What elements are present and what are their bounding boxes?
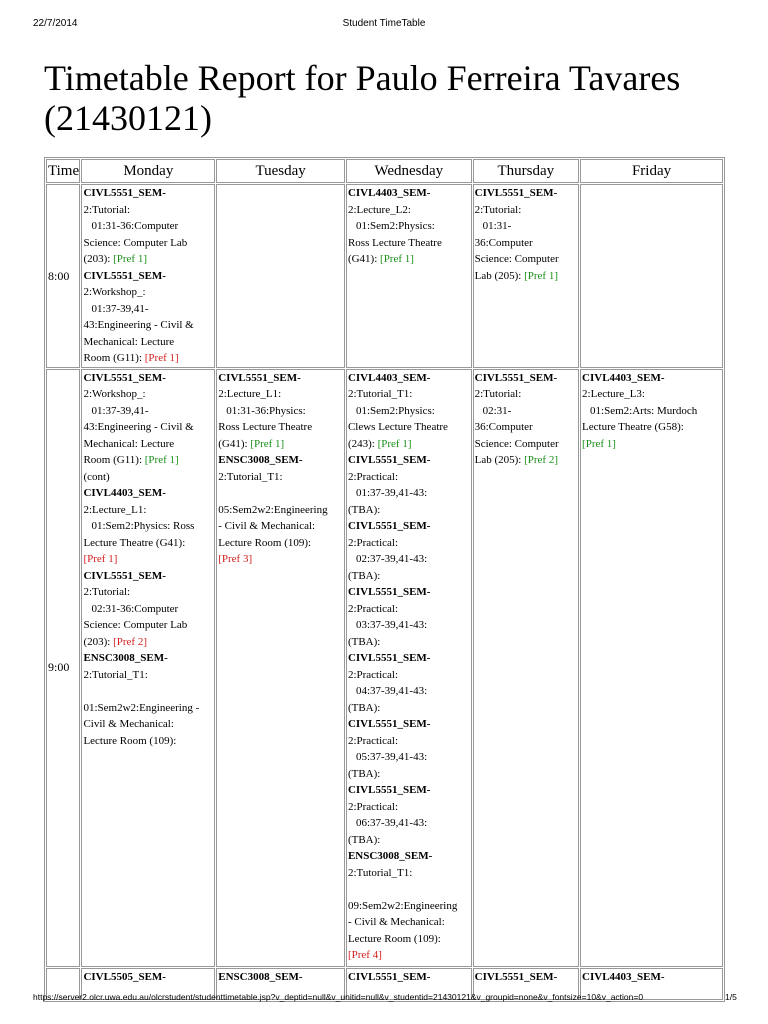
entry-line-text: 2:Workshop_: (83, 286, 146, 298)
entry-line (218, 535, 343, 568)
class-entry (348, 452, 470, 518)
entry-line-text: 2:Lecture_L3: (582, 388, 645, 400)
header-monday: Monday (81, 159, 215, 183)
entry-line (83, 284, 213, 301)
entry-line (83, 535, 213, 568)
entry-line (348, 832, 470, 849)
class-entry (582, 370, 721, 453)
day-cell (81, 184, 215, 368)
entry-line-text: (TBA): (347, 569, 381, 582)
entry-line (348, 403, 470, 420)
entry-line-text: Lecture Theatre (G58): (582, 421, 684, 433)
timetable (44, 157, 725, 1002)
class-entry (83, 185, 213, 268)
unit-code: CIVL5551_SEM- (83, 569, 166, 582)
entry-line-text: 2:Lecture_L1: (83, 503, 147, 516)
class-entry (83, 568, 213, 651)
report-title: Timetable Report for Paulo Ferreira Tavares (21430121) (44, 58, 681, 138)
entry-line-text: 2:Practical: (347, 734, 399, 747)
class-entry (475, 185, 577, 284)
unit-code: CIVL5551_SEM- (83, 269, 166, 282)
entry-line (348, 617, 470, 634)
entry-line (83, 403, 213, 420)
entry-line-text: 09:Sem2w2:Engineering (347, 899, 458, 912)
entry-line-text: Room (G11): (83, 352, 145, 364)
entry-line-text: (G41): (347, 253, 381, 265)
preference-badge: [Pref 1] (113, 253, 147, 265)
entry-line-text: - Civil & Mechanical: (347, 916, 445, 928)
entry-line-text: (203): (83, 635, 114, 648)
class-entry (348, 716, 470, 782)
day-cell (216, 369, 345, 967)
entry-line-text: Lab (205): (474, 454, 525, 466)
entry-line (83, 218, 213, 235)
entry-line-text: 2:Tutorial_T1: (347, 866, 413, 879)
unit-code: CIVL4403_SEM- (582, 970, 665, 983)
entry-line-text: 36:Computer (474, 421, 533, 433)
class-entry (348, 650, 470, 716)
entry-line (218, 436, 343, 453)
class-entry (582, 969, 721, 986)
unit-code: CIVL5551_SEM- (347, 718, 431, 730)
unit-code: CIVL5551_SEM- (347, 784, 431, 796)
unit-code: CIVL4403_SEM- (582, 371, 665, 384)
class-entry (83, 268, 213, 367)
class-entry (348, 584, 470, 650)
entry-line-text: 05:Sem2w2:Engineering (218, 503, 328, 516)
unit-code: ENSC3008_SEM- (83, 652, 168, 664)
class-entry (348, 848, 470, 964)
entry-line (348, 898, 470, 915)
entry-line-text: Lab (205): (474, 269, 525, 282)
entry-line (475, 251, 577, 268)
entry-line-text: (203): (83, 253, 114, 265)
header-thursday: Thursday (473, 159, 579, 183)
entry-line (83, 436, 213, 453)
preference-badge: [Pref 2] (524, 454, 559, 466)
entry-line-text: 01:Sem2:Arts: Murdoch (590, 404, 698, 417)
entry-line-text: 01:31-36:Physics: (226, 404, 306, 417)
entry-line (475, 452, 577, 469)
entry-line (475, 403, 577, 420)
timetable-row (46, 369, 723, 967)
class-entry (218, 452, 343, 568)
print-header-title: Student TimeTable (342, 18, 426, 29)
unit-code: CIVL5551_SEM- (347, 520, 431, 532)
unit-code: CIVL4403_SEM- (347, 371, 431, 384)
entry-line (83, 251, 213, 268)
entry-line-text: Ross Lecture Theatre (347, 236, 442, 249)
entry-line (348, 235, 470, 252)
unit-code: CIVL5551_SEM- (347, 652, 431, 664)
entry-line-text: (TBA): (347, 635, 381, 648)
preference-badge: [Pref 1] (377, 437, 412, 450)
entry-line-text: Mechanical: Lecture (83, 335, 175, 348)
entry-line (348, 551, 470, 568)
entry-line (348, 502, 470, 519)
entry-line (83, 518, 213, 535)
entry-line-text: (TBA): (347, 767, 381, 780)
entry-line (348, 749, 470, 766)
day-cell (473, 369, 579, 967)
entry-line-text: 2:Workshop_: (83, 388, 146, 400)
entry-line-text: (G41): (218, 437, 251, 450)
unit-code: CIVL5551_SEM- (474, 371, 558, 384)
entry-line-text: 2:Practical: (347, 536, 399, 549)
time-cell: 8:00 (46, 184, 80, 368)
unit-code: CIVL5505_SEM- (83, 970, 166, 983)
entry-line-text: 01:31- (482, 220, 512, 232)
class-entry (83, 485, 213, 568)
preference-badge: [Pref 1] (524, 269, 559, 282)
entry-line (83, 386, 213, 403)
entry-line (83, 235, 213, 252)
entry-line-text: 2:Practical: (347, 602, 399, 615)
entry-line (348, 535, 470, 552)
unit-code: ENSC3008_SEM- (218, 970, 303, 983)
preference-badge: [Pref 1] (83, 553, 118, 565)
entry-line-text: Lecture Room (109): (347, 932, 441, 945)
entry-line (218, 386, 343, 403)
entry-line (218, 518, 343, 535)
continued-note: (cont) (83, 470, 110, 483)
entry-line (83, 301, 213, 318)
entry-line (582, 403, 721, 420)
entry-line-text: Lecture Room (109): (218, 536, 312, 549)
header-wednesday: Wednesday (346, 159, 472, 183)
entry-line-text: 2:Tutorial: (474, 388, 522, 400)
entry-line (83, 419, 213, 436)
entry-line (83, 634, 213, 651)
entry-line-text: 36:Computer (474, 236, 533, 249)
day-cell (473, 184, 579, 368)
entry-line-text: 43:Engineering - Civil & (83, 421, 194, 433)
unit-code: CIVL5551_SEM- (347, 970, 431, 983)
entry-line-text: 03:37-39,41-43: (355, 619, 428, 631)
entry-line (475, 268, 577, 285)
entry-line (348, 931, 470, 964)
entry-line (348, 766, 470, 783)
entry-line (475, 386, 577, 403)
entry-line-text: Civil & Mechanical: (83, 718, 174, 730)
entry-line-text: Science: Computer Lab (83, 619, 188, 631)
day-cell (346, 184, 472, 368)
entry-line (83, 683, 213, 700)
header-friday: Friday (580, 159, 723, 183)
entry-line-text: Room (G11): (83, 454, 145, 466)
entry-line-text: 02:31-36:Computer (91, 602, 179, 615)
unit-code: CIVL5551_SEM- (474, 187, 558, 199)
entry-line (348, 469, 470, 486)
entry-line (83, 452, 213, 469)
entry-line-text: 2:Tutorial_T1: (83, 668, 148, 681)
unit-code: CIVL5551_SEM- (474, 970, 558, 983)
class-entry (348, 782, 470, 848)
entry-line-text: 01:37-39,41- (91, 404, 149, 417)
entry-line-text: 2:Practical: (347, 470, 399, 483)
timetable-header-row (46, 159, 723, 183)
print-footer-url: https://server2.olcr.uwa.edu.au/olcrstudent/studenttimetable.jsp?v_deptid=null&v_unitid=null&v_studentid=21430121&v_groupid=none&v_fontsize=10&v_action=0 (33, 992, 644, 1002)
entry-line-text: 01:Sem2:Physics: Ross (91, 520, 195, 532)
entry-line-text: 01:37-39,41-43: (355, 487, 428, 499)
entry-line (475, 202, 577, 219)
class-entry (348, 185, 470, 268)
entry-line (83, 502, 213, 519)
entry-line (582, 386, 721, 403)
entry-line (348, 386, 470, 403)
entry-line (83, 716, 213, 733)
entry-line-text: 2:Practical: (347, 800, 399, 813)
entry-line (348, 601, 470, 618)
entry-line (348, 485, 470, 502)
entry-line (83, 601, 213, 618)
class-entry (348, 969, 470, 986)
class-entry (83, 370, 213, 486)
entry-line-text: Lecture Room (109): (83, 734, 177, 747)
unit-code: CIVL4403_SEM- (347, 187, 431, 199)
entry-line-text: - Civil & Mechanical: (218, 520, 316, 532)
day-cell (580, 369, 723, 967)
day-cell (580, 184, 723, 368)
unit-code: CIVL5551_SEM- (83, 187, 166, 199)
entry-line-text: Science: Computer (474, 437, 559, 450)
class-entry (348, 518, 470, 584)
class-entry (475, 370, 577, 469)
entry-line (83, 350, 213, 367)
entry-line (348, 865, 470, 882)
class-entry (475, 969, 577, 986)
unit-code: CIVL5551_SEM- (218, 371, 301, 384)
entry-line-text: 02:37-39,41-43: (355, 553, 428, 565)
print-date: 22/7/2014 (33, 18, 78, 29)
entry-line-text: 2:Lecture_L1: (218, 388, 282, 400)
header-time: Time (46, 159, 80, 183)
entry-line-text: Clews Lecture Theatre (347, 421, 448, 433)
entry-line (348, 815, 470, 832)
entry-line (348, 667, 470, 684)
day-cell (346, 369, 472, 967)
entry-line (348, 218, 470, 235)
entry-line (348, 202, 470, 219)
entry-line-text: Ross Lecture Theatre (218, 421, 313, 433)
entry-line (83, 700, 213, 717)
entry-line-text: 04:37-39,41-43: (355, 685, 428, 697)
entry-line-text: 02:31- (482, 404, 512, 417)
entry-line-text: 01:Sem2w2:Engineering - (83, 701, 200, 714)
entry-line-text: 01:Sem2:Physics: (355, 404, 435, 417)
entry-line (348, 700, 470, 717)
entry-line-text: 2:Tutorial: (83, 203, 131, 216)
entry-line (475, 419, 577, 436)
entry-line (348, 799, 470, 816)
entry-line (475, 235, 577, 252)
unit-code: ENSC3008_SEM- (347, 850, 433, 862)
entry-line-text: 2:Tutorial: (83, 586, 131, 598)
entry-line (348, 568, 470, 585)
preference-badge: [Pref 1] (144, 352, 179, 364)
entry-line (218, 485, 343, 502)
entry-line (348, 634, 470, 651)
preference-badge: [Pref 3] (218, 553, 253, 565)
preference-badge: [Pref 4] (347, 949, 382, 961)
entry-line (83, 667, 213, 684)
entry-line-text: Lecture Theatre (G41): (83, 536, 186, 549)
preference-badge: [Pref 2] (113, 635, 147, 648)
entry-line (83, 202, 213, 219)
entry-line (218, 403, 343, 420)
entry-line-text: 01:31-36:Computer (91, 220, 179, 232)
day-cell (216, 184, 345, 368)
entry-line (475, 218, 577, 235)
class-entry (218, 370, 343, 453)
entry-line-text: 06:37-39,41-43: (355, 817, 428, 829)
entry-line (348, 881, 470, 898)
entry-line-text: (243): (347, 437, 378, 450)
entry-line (218, 419, 343, 436)
entry-line-text: Science: Computer Lab (83, 236, 188, 249)
entry-line-text: 2:Tutorial_T1: (347, 388, 413, 400)
preference-badge: [Pref 1] (250, 437, 285, 450)
entry-line (348, 733, 470, 750)
unit-code: CIVL4403_SEM- (83, 487, 166, 499)
class-entry (83, 650, 213, 749)
entry-line-text: 2:Tutorial_T1: (218, 470, 283, 483)
entry-line-text: 2:Practical: (347, 668, 399, 681)
entry-line-text: 2:Lecture_L2: (347, 203, 411, 216)
entry-line-text: 2:Tutorial: (474, 203, 522, 216)
class-entry (348, 370, 470, 453)
unit-code: CIVL5551_SEM- (83, 371, 166, 384)
entry-line-text: Mechanical: Lecture (83, 437, 175, 450)
entry-line-text: 43:Engineering - Civil & (83, 319, 194, 331)
entry-line-text: 01:37-39,41- (91, 302, 149, 315)
preference-badge: [Pref 1] (582, 437, 616, 450)
entry-line (218, 469, 343, 486)
entry-line-text: (TBA): (347, 503, 381, 516)
print-page-number: 1/5 (725, 992, 737, 1002)
entry-line (83, 584, 213, 601)
entry-line (348, 914, 470, 931)
entry-line (348, 436, 470, 453)
unit-code: ENSC3008_SEM- (218, 454, 303, 466)
entry-line (348, 419, 470, 436)
entry-line (475, 436, 577, 453)
entry-line-text: 05:37-39,41-43: (355, 751, 428, 763)
class-entry (83, 969, 213, 986)
entry-line (348, 683, 470, 700)
timetable-row (46, 184, 723, 368)
entry-line-text: Science: Computer (474, 253, 559, 265)
entry-line (348, 251, 470, 268)
entry-line (218, 502, 343, 519)
unit-code: CIVL5551_SEM- (347, 454, 431, 466)
header-tuesday: Tuesday (216, 159, 345, 183)
entry-line (83, 617, 213, 634)
entry-line-text: (TBA): (347, 833, 381, 846)
preference-badge: [Pref 1] (144, 454, 179, 466)
time-cell: 9:00 (46, 369, 80, 967)
class-entry (218, 969, 343, 986)
entry-line (582, 419, 721, 452)
day-cell (81, 369, 215, 967)
entry-line-text: 01:Sem2:Physics: (355, 220, 435, 232)
entry-line (83, 317, 213, 334)
preference-badge: [Pref 1] (380, 253, 414, 265)
entry-line (83, 733, 213, 750)
unit-code: CIVL5551_SEM- (347, 586, 431, 598)
entry-line-text: (TBA): (347, 701, 381, 714)
entry-line (83, 334, 213, 351)
